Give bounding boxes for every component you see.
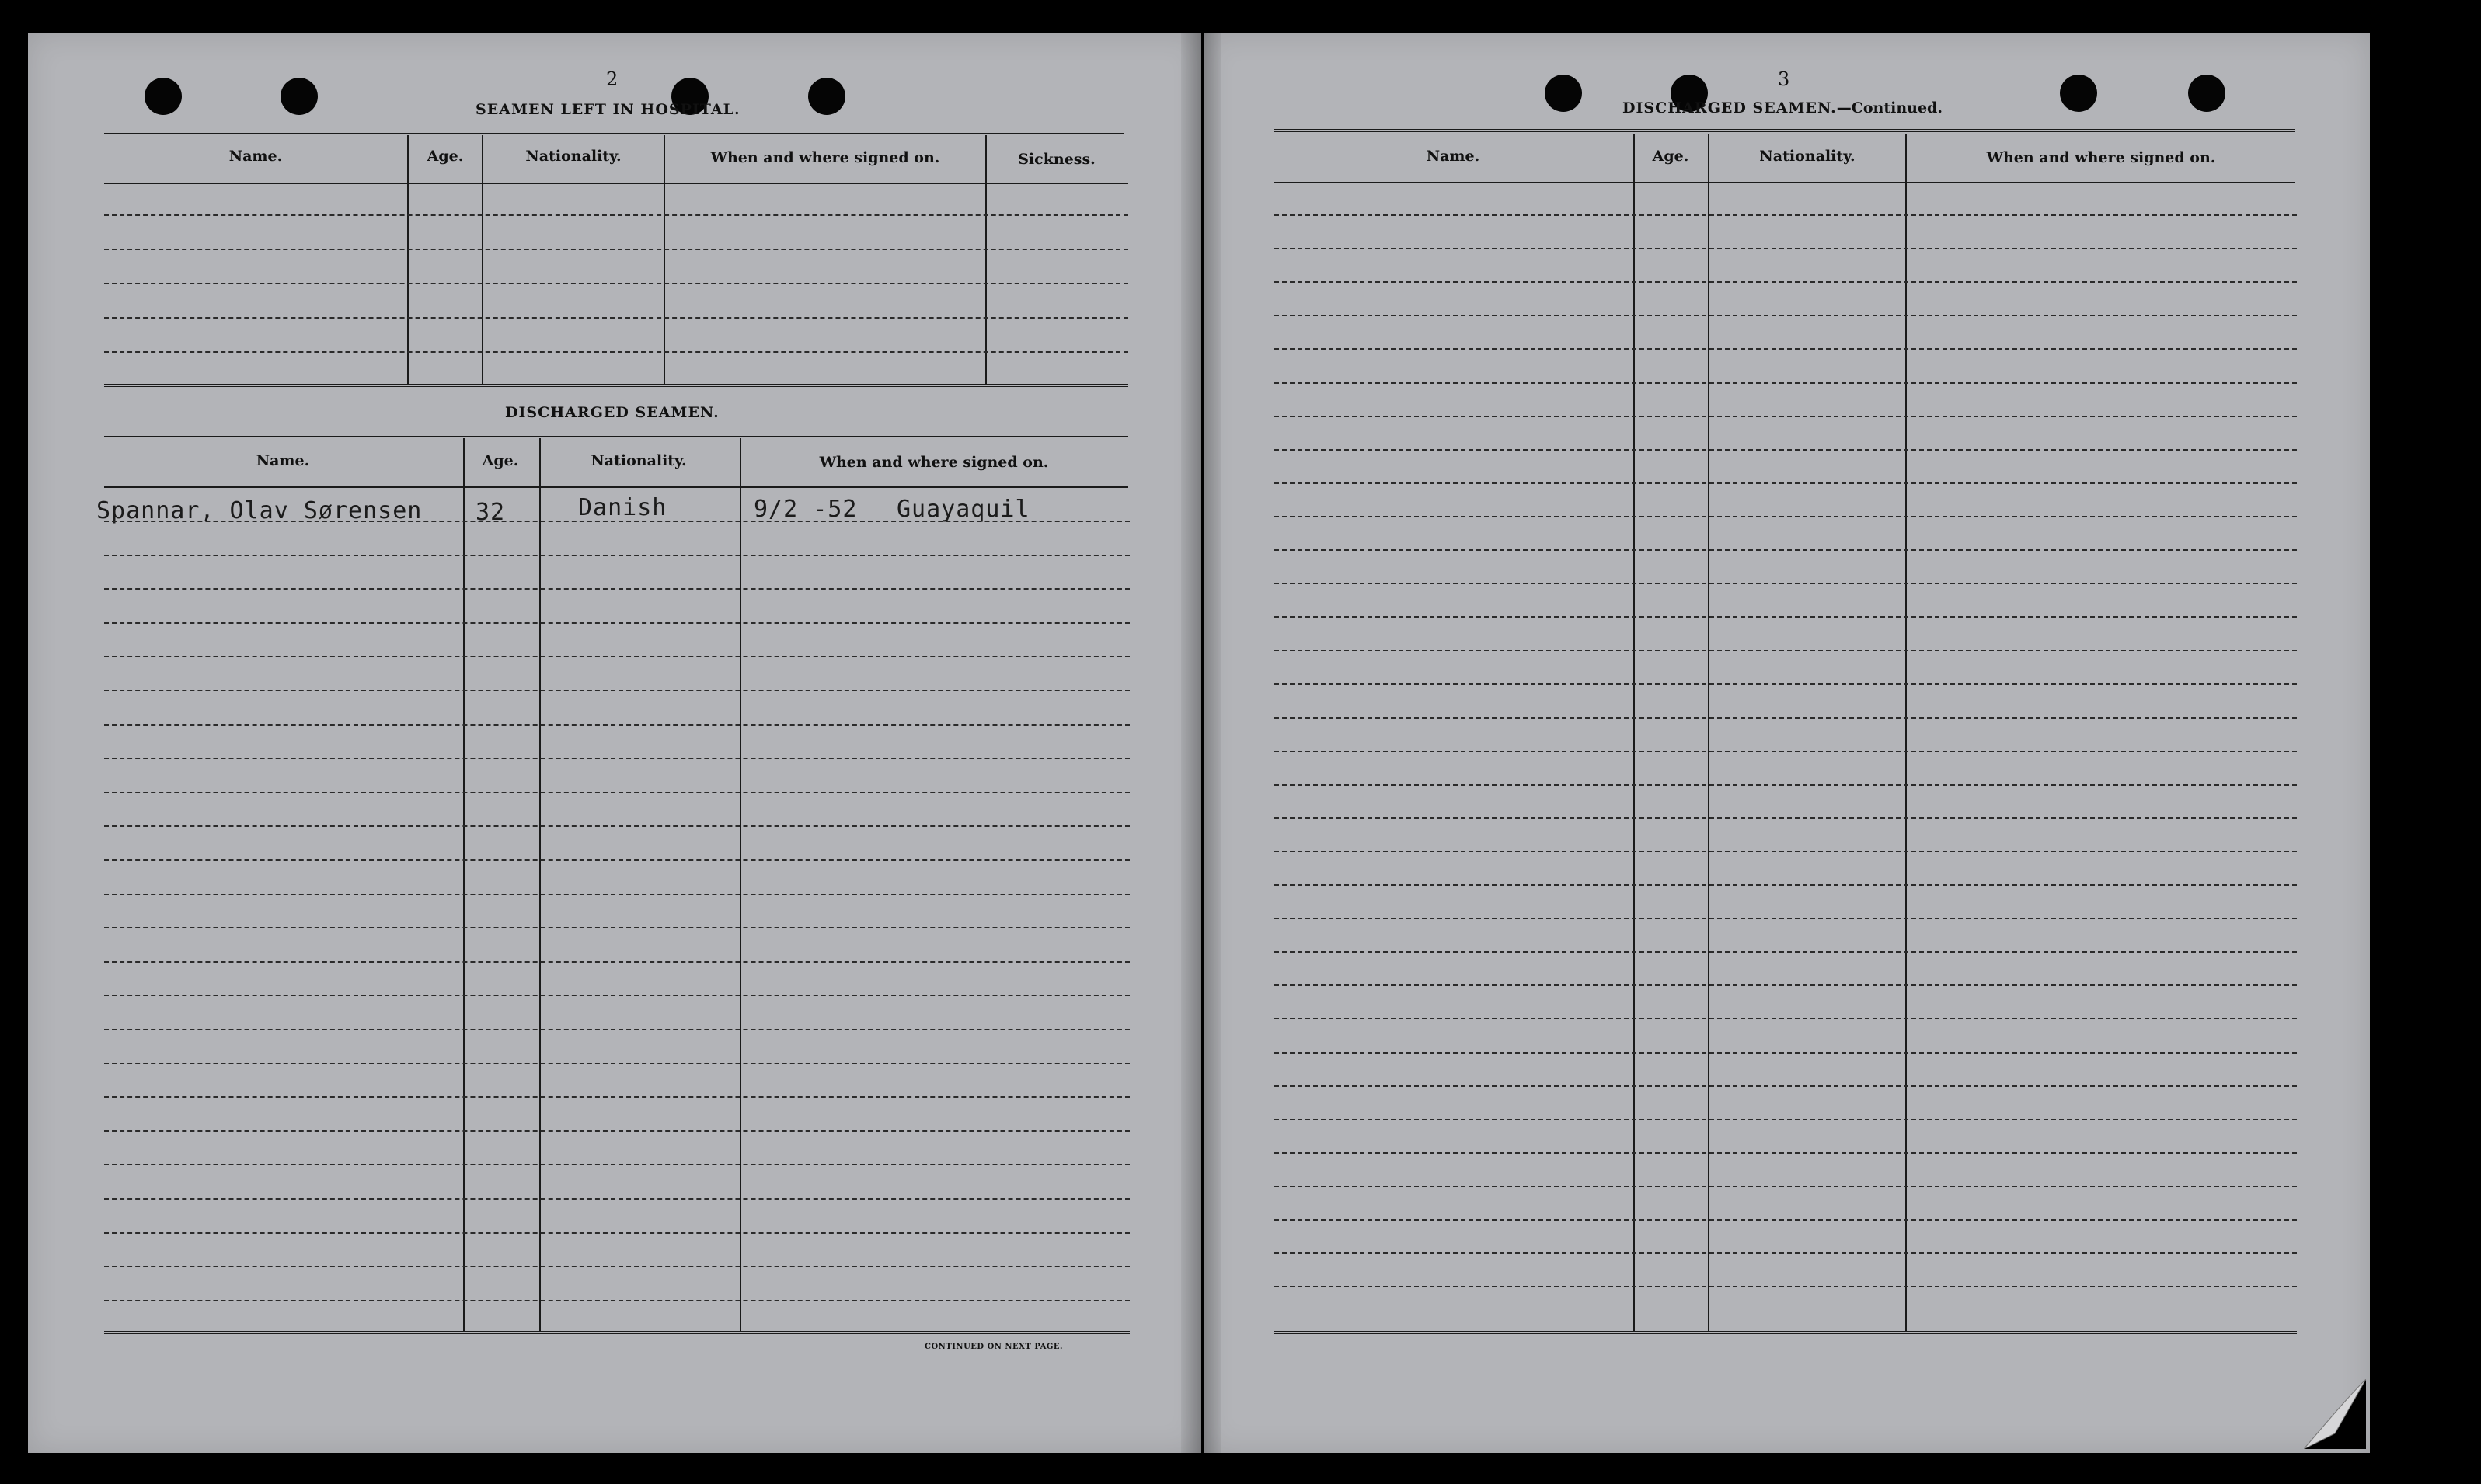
- ruled-line: [104, 1096, 1130, 1098]
- ruled-line: [1274, 1252, 2297, 1254]
- ruled-line: [104, 555, 1130, 556]
- punch-hole: [2188, 75, 2225, 112]
- ruled-line: [1274, 1018, 2297, 1019]
- hospital-bottom-rule: [104, 384, 1128, 388]
- ruled-line: [104, 825, 1130, 827]
- col-signed-on: When and where signed on.: [710, 149, 940, 166]
- ruled-line: [1274, 984, 2297, 986]
- ruled-line: [104, 961, 1130, 963]
- col-name: Name.: [228, 148, 283, 165]
- ruled-line: [104, 249, 1128, 250]
- ruled-line: [104, 214, 1128, 216]
- ruled-line: [104, 351, 1128, 353]
- ruled-line: [104, 1130, 1130, 1132]
- col-signed-on: When and where signed on.: [1986, 149, 2216, 166]
- col-name: Name.: [1426, 148, 1480, 165]
- col-divider: [482, 135, 483, 385]
- ruled-line: [1274, 281, 2297, 283]
- ruled-line: [104, 927, 1130, 928]
- col-divider: [985, 135, 987, 385]
- ruled-line: [104, 317, 1128, 319]
- ruled-line: [1274, 918, 2297, 919]
- ruled-line: [104, 1300, 1130, 1301]
- ruled-line: [1274, 1119, 2297, 1120]
- col-age: Age.: [427, 148, 464, 165]
- ruled-line: [1274, 583, 2297, 584]
- continued-note: CONTINUED ON NEXT PAGE.: [925, 1343, 1064, 1351]
- ruled-line: [1274, 416, 2297, 417]
- ruled-line: [104, 859, 1130, 861]
- ruled-line: [104, 1063, 1130, 1064]
- ruled-line: [104, 283, 1128, 284]
- col-name: Name.: [256, 452, 310, 469]
- col-nationality: Nationality.: [1759, 148, 1856, 165]
- ruled-line: [104, 1029, 1130, 1030]
- col-age: Age.: [1652, 148, 1689, 165]
- hospital-section-title: SEAMEN LEFT IN HOSPITAL.: [476, 101, 740, 118]
- ruled-line: [1274, 751, 2297, 752]
- ruled-line: [104, 894, 1130, 895]
- table-bottom-rule: [104, 1331, 1130, 1336]
- punch-hole: [2060, 75, 2097, 112]
- ruled-line: [1274, 951, 2297, 953]
- discharged-section-title: DISCHARGED SEAMEN.: [505, 404, 720, 421]
- ruled-line: [104, 995, 1130, 996]
- ruled-line: [104, 792, 1130, 793]
- col-divider: [407, 135, 409, 385]
- ruled-line: [1274, 1219, 2297, 1221]
- table-top-rule: [104, 131, 1124, 135]
- ruled-line: [1274, 1152, 2297, 1154]
- col-nationality: Nationality.: [591, 452, 687, 469]
- discharged-top-rule: [104, 434, 1128, 438]
- ruled-line: [1274, 884, 2297, 886]
- entry-place: Guayaquil: [897, 496, 1030, 523]
- ruled-line: [1274, 214, 2297, 216]
- center-fold: [1181, 33, 1221, 1453]
- col-age: Age.: [482, 452, 519, 469]
- ruled-line: [104, 588, 1130, 590]
- ruled-line: [1274, 817, 2297, 819]
- entry-age: 32: [476, 499, 506, 526]
- ruled-line: [1274, 1052, 2297, 1054]
- table-top-rule: [1274, 129, 2295, 134]
- ruled-line: [104, 622, 1130, 624]
- ruled-line: [104, 758, 1130, 759]
- ruled-line: [1274, 482, 2297, 484]
- ruled-line: [1274, 449, 2297, 451]
- ruled-line: [1274, 784, 2297, 786]
- col-sickness: Sickness.: [1018, 151, 1096, 168]
- ruled-line: [1274, 851, 2297, 852]
- discharged-continued-title: DISCHARGED SEAMEN.—Continued.: [1622, 99, 1943, 117]
- col-nationality: Nationality.: [525, 148, 622, 165]
- ruled-line: [1274, 717, 2297, 719]
- ruled-line: [1274, 683, 2297, 685]
- col-signed-on: When and where signed on.: [819, 454, 1049, 471]
- punch-hole: [1545, 75, 1582, 112]
- entry-name: Spannar, Olav Sørensen: [96, 497, 423, 524]
- ruled-line: [104, 1164, 1130, 1165]
- header-rule: [1274, 182, 2295, 183]
- ruled-line: [1274, 248, 2297, 249]
- ruled-line: [104, 1266, 1130, 1267]
- page-curl: [2304, 1379, 2366, 1449]
- page-number: 2: [606, 68, 619, 90]
- page-number: 3: [1778, 68, 1790, 90]
- ruled-line: [104, 1232, 1130, 1234]
- ruled-line: [104, 656, 1130, 657]
- punch-hole: [145, 78, 182, 115]
- ruled-line: [104, 1198, 1130, 1200]
- ruled-line: [1274, 1186, 2297, 1187]
- ruled-line: [1274, 1286, 2297, 1287]
- col-divider: [664, 135, 665, 385]
- ruled-line: [1274, 315, 2297, 316]
- ruled-line: [1274, 616, 2297, 618]
- left-page: [28, 33, 1201, 1453]
- ruled-line: [1274, 1085, 2297, 1087]
- ruled-line: [104, 724, 1130, 726]
- ruled-line: [1274, 348, 2297, 350]
- header-rule: [104, 183, 1128, 184]
- punch-hole: [281, 78, 318, 115]
- right-page: [1204, 33, 2370, 1453]
- entry-date: 9/2 -52: [754, 496, 858, 523]
- ruled-line: [1274, 516, 2297, 517]
- header-rule: [104, 486, 1128, 488]
- ruled-line: [1274, 549, 2297, 551]
- ruled-line: [104, 690, 1130, 691]
- punch-hole: [808, 78, 845, 115]
- ruled-line: [1274, 650, 2297, 651]
- table-bottom-rule: [1274, 1331, 2297, 1336]
- ruled-line: [1274, 382, 2297, 384]
- ruled-line: [104, 521, 1130, 522]
- entry-nationality: Danish: [578, 494, 667, 521]
